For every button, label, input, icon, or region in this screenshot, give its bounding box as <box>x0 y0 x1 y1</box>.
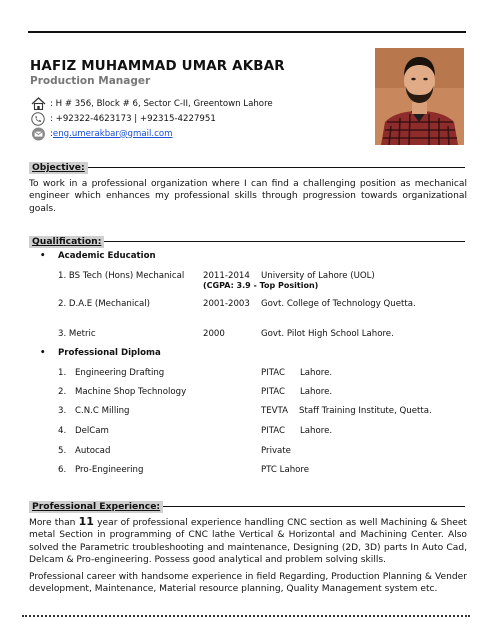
diploma-number: 3. <box>58 406 67 416</box>
diploma-number: 6. <box>58 465 67 475</box>
experience-paragraph-2: Professional career with handsome experience in field Regarding, Production Planning & Vender development, Maintenance, Material resource planning, Quality Management system etc. <box>29 572 467 595</box>
email-icon <box>30 127 46 141</box>
email-link[interactable]: eng.umerakbar@gmail.com <box>52 128 173 139</box>
diploma-org: PITAC <box>261 387 286 397</box>
diploma-course: Machine Shop Technology <box>75 387 187 397</box>
academic-row-degree: 3. Metric <box>58 329 96 339</box>
diploma-place: Lahore. <box>300 368 333 378</box>
qualification-heading <box>29 229 465 247</box>
diploma-org: TEVTA <box>261 406 289 416</box>
diploma-course: Autocad <box>75 446 111 456</box>
diploma-org: PITAC <box>261 426 286 436</box>
profile-photo <box>375 48 464 145</box>
experience-heading-label: Professional Experience: <box>29 501 163 513</box>
professional-diploma-heading: • Professional Diploma <box>40 348 161 358</box>
diploma-place: Lahore. <box>300 426 333 436</box>
email-prefix: : <box>50 128 53 139</box>
objective-text: To work in a professional organization where I can find a challenging position as mechanical engineer which enhances my professional skills through progression towards organizational goals. <box>29 179 467 214</box>
academic-row-years: 2011-2014 <box>203 271 250 281</box>
diploma-course: Engineering Drafting <box>75 368 165 378</box>
experience-heading <box>29 494 465 512</box>
candidate-name: HAFIZ MUHAMMAD UMAR AKBAR <box>30 59 285 74</box>
academic-row-degree: 1. BS Tech (Hons) Mechanical <box>58 271 185 281</box>
experience-years: 11 <box>78 515 94 528</box>
experience-paragraph-1 <box>29 516 467 567</box>
academic-education-heading: • Academic Education <box>40 251 156 261</box>
academic-row-institute: Govt. Pilot High School Lahore. <box>261 329 394 339</box>
diploma-number: 2. <box>58 387 67 397</box>
address-text: : H # 356, Block # 6, Sector C-II, Greentown Lahore <box>50 98 273 109</box>
academic-row-institute: University of Lahore (UOL) <box>261 271 375 281</box>
candidate-title: Production Manager <box>30 75 151 87</box>
diploma-course: Pro-Engineering <box>75 465 144 475</box>
address-row <box>30 96 273 111</box>
objective-heading-label: Objective: <box>29 162 88 174</box>
experience-details: year of professional experience handling CNC section as well Machining & Sheet metal Section in programming of CNC lathe Vertical & Horizontal and Machining Center. Also solved the Parametric troubleshooting and maintenance, Designing (2D, 3D) parts In Auto Cad, Delcam & Pro-engineering. Possess good analytical and problem solving skills. <box>29 518 467 566</box>
diploma-org: Private <box>261 446 291 456</box>
diploma-org: PTC Lahore <box>261 465 310 475</box>
academic-row-years: 2000 <box>203 329 225 339</box>
experience-intro: More than <box>29 518 79 528</box>
home-icon <box>30 97 46 111</box>
diploma-course: DelCam <box>75 426 109 436</box>
phone-row <box>30 111 216 126</box>
top-rule <box>28 31 466 33</box>
diploma-number: 1. <box>58 368 67 378</box>
qualification-heading-label: Qualification: <box>29 236 104 248</box>
phone-text: : +92322-4623173 | +92315-4227951 <box>50 113 216 124</box>
academic-row-institute: Govt. College of Technology Quetta. <box>261 299 416 309</box>
academic-education-label: Academic Education <box>58 251 156 261</box>
footer-dotted-rule <box>22 615 470 617</box>
academic-row-degree: 2. D.A.E (Mechanical) <box>58 299 150 309</box>
academic-row-note: (CGPA: 3.9 - Top Position) <box>203 281 319 290</box>
professional-diploma-label: Professional Diploma <box>58 348 161 358</box>
diploma-place: Staff Training Institute, Quetta. <box>299 406 432 416</box>
email-row <box>30 126 173 141</box>
objective-heading <box>29 155 465 173</box>
phone-icon <box>30 112 46 126</box>
diploma-place: Lahore. <box>300 387 333 397</box>
diploma-course: C.N.C Milling <box>75 406 130 416</box>
academic-row-years: 2001-2003 <box>203 299 250 309</box>
diploma-number: 5. <box>58 446 67 456</box>
diploma-org: PITAC <box>261 368 286 378</box>
diploma-number: 4. <box>58 426 67 436</box>
